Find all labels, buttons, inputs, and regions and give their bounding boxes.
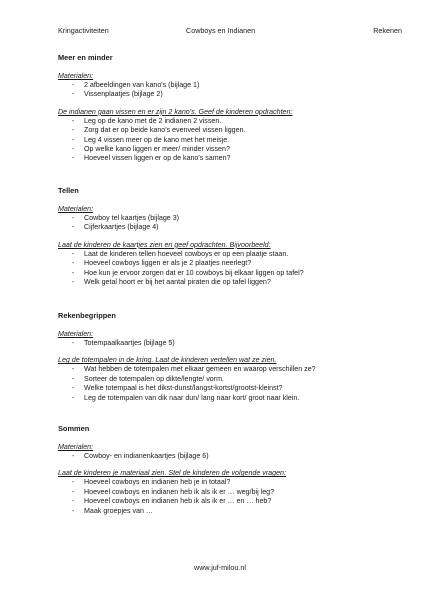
- section-title: Rekenbegrippen: [58, 311, 116, 320]
- header-left: Kringactiviteiten: [58, 26, 109, 35]
- instruction-list: [58, 478, 408, 516]
- section-title: Sommen: [58, 424, 90, 433]
- list-item: - Zorg dat er op beide kano's evenveel vissen liggen.: [58, 126, 408, 135]
- list-item: - Welk getal hoort er bij het aantal piraten die op tafel liggen?: [58, 278, 408, 287]
- materials-label: Materialen:: [58, 443, 94, 451]
- list-item: - Maak groepjes van …: [58, 507, 408, 516]
- list-item: - Welke totempaal is het dikst-dunst/langst-kortst/grootst-kleinst?: [58, 384, 408, 393]
- section-rekenbegrippen: [58, 311, 408, 411]
- list-item: - Laat de kinderen tellen hoeveel cowboys er op een plaatje staan.: [58, 250, 408, 259]
- list-item: - Leg de totempalen van dik naar dun/ lang naar kort/ groot naar klein.: [58, 394, 408, 403]
- instruction-list: [58, 365, 408, 403]
- section-title: Tellen: [58, 186, 79, 195]
- list-item: - Cowboy- en indianenkaartjes (bijlage 6): [58, 452, 408, 461]
- list-item: - Hoeveel cowboys en indianen heb ik als ik er … en … heb?: [58, 497, 408, 506]
- list-item: - Hoeveel cowboys liggen er als je 2 plaatjes neerlegt?: [58, 259, 408, 268]
- list-item: - Hoeveel cowboys en indianen heb je in totaal?: [58, 478, 408, 487]
- materials-label: Materialen:: [58, 72, 94, 80]
- list-item: - Cowboy tel kaartjes (bijlage 3): [58, 214, 408, 223]
- list-item: - Hoeveel vissen liggen er op de kano's samen?: [58, 154, 408, 163]
- list-item: - Leg op de kano met de 2 indianen 2 vissen.: [58, 117, 408, 126]
- instruction-label: Leg de totempalen in de kring. Laat de kinderen vertellen wat ze zien.: [58, 356, 277, 365]
- list-item: - Sorteer de totempalen op dikte/lengte/ vorm.: [58, 375, 408, 384]
- list-item: - Hoeveel cowboys en indianen heb ik als ik er … weg/bij leg?: [58, 488, 408, 497]
- instruction-list: [58, 250, 408, 288]
- header-center: Cowboys en Indianen: [186, 26, 256, 35]
- list-item: - Leg 4 vissen meer op de kano met het meisje.: [58, 136, 408, 145]
- materials-list: [58, 452, 408, 461]
- list-item: - Hoe kun je ervoor zorgen dat er 10 cowboys bij elkaar liggen op tafel?: [58, 269, 408, 278]
- instruction-list: [58, 117, 408, 164]
- section-title: Meer en minder: [58, 53, 113, 62]
- section-meer-en-minder: [58, 53, 408, 172]
- section-tellen: [58, 186, 408, 295]
- list-item: - Wat hebben de totempalen met elkaar gemeen en waarop verschillen ze?: [58, 365, 408, 374]
- list-item: - 2 afbeeldingen van kano's (bijlage 1): [58, 81, 408, 90]
- list-item: - Cijferkaartjes (bijlage 4): [58, 223, 408, 232]
- materials-list: [58, 214, 408, 233]
- instruction-label: Laat de kinderen de kaartjes zien en geef opdrachten. Bijvoorbeeld:: [58, 240, 271, 249]
- list-item: - Op welke kano liggen er meer/ minder vissen?: [58, 145, 408, 154]
- materials-list: [58, 339, 408, 348]
- list-item: - Vissenplaatjes (bijlage 2): [58, 90, 408, 99]
- section-sommen: [58, 424, 408, 524]
- instruction-label: Laat de kinderen je materiaal zien. Stel de kinderen de volgende vragen:: [58, 469, 286, 478]
- materials-list: [58, 81, 408, 100]
- materials-label: Materialen:: [58, 330, 94, 338]
- materials-label: Materialen:: [58, 205, 94, 213]
- page-header: [58, 26, 402, 38]
- list-item: - Totempaalkaartjes (bijlage 5): [58, 339, 408, 348]
- footer-url: www.juf-milou.nl: [194, 563, 246, 572]
- header-right: Rekenen: [373, 26, 402, 35]
- instruction-label: De indianen gaan vissen en er zijn 2 kano's. Geef de kinderen opdrachten:: [58, 107, 293, 116]
